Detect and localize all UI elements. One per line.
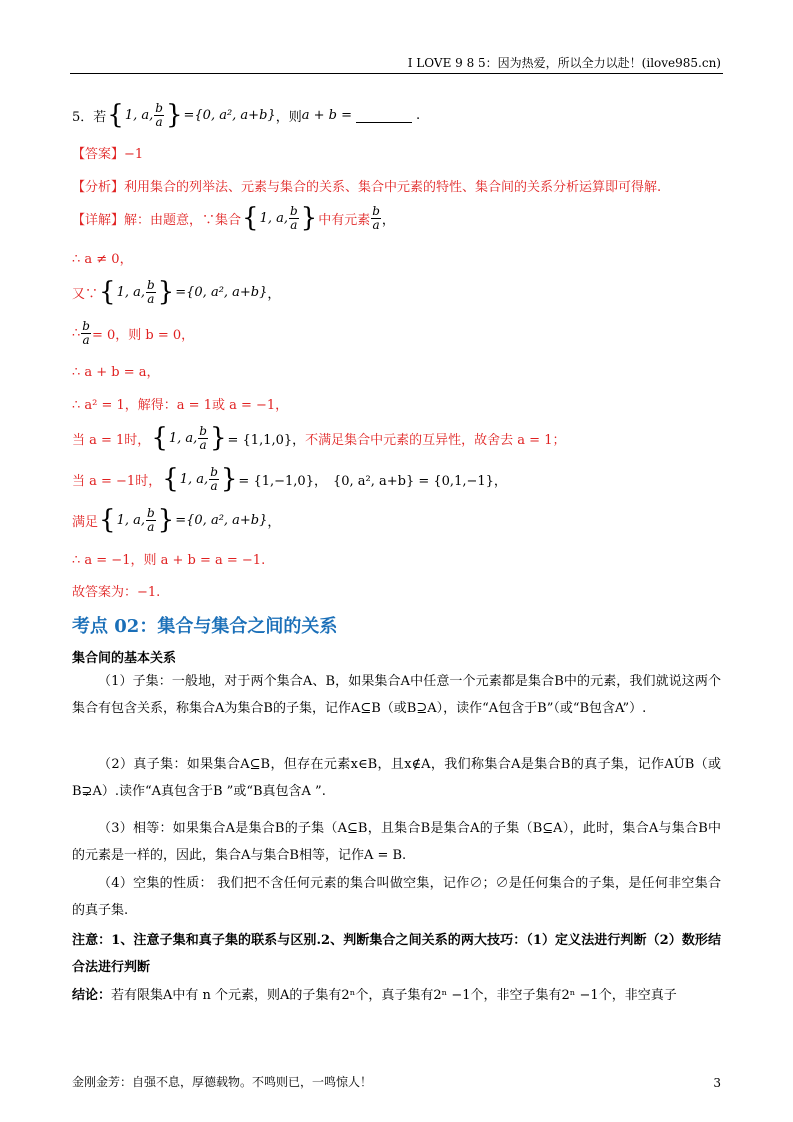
detail-mid: 中有元素 — [318, 212, 371, 228]
step-5: ∴ a² = 1，解得：a = 1或 a = −1， — [72, 397, 289, 413]
q5-set-right: { 0, a², a+b } — [194, 107, 276, 123]
note-paragraph: 注意：1、注意子集和真子集的联系与区别.2、判断集合之间关系的两大技巧：（1）定义法进行判断（2）数形结合法进行判断 — [72, 933, 721, 975]
question-5 — [72, 100, 721, 130]
q5-equals: = — [183, 107, 195, 123]
page-number: 3 — [713, 1076, 721, 1090]
final-answer: 故答案为：−1. — [72, 584, 161, 600]
step-2: 又∵ { 1, a, $\frac{b}{a}$ } = { 0, a², a+b } ， — [72, 277, 281, 307]
q5-period: . — [415, 107, 421, 123]
section-title: 考点 02：集合与集合之间的关系 — [72, 616, 338, 637]
brace-left: { — [107, 100, 124, 130]
step-3: ∴ $\frac{b}{a}$ = 0，则 b = 0， — [72, 318, 195, 347]
q5-fraction: $\frac{b}{a}$ — [155, 100, 163, 129]
detail-label: 【详解】解：由题意，∵集合 — [72, 212, 242, 228]
page-header: I LOVE 9 8 5：因为热爱，所以全力以赴！(ilove985.cn) — [407, 56, 721, 70]
answer-line: 【答案】−1 — [72, 146, 144, 162]
paragraph-proper-subset: （2）真子集：如果集合A⊆B，但存在元素x∈B，且x∉A，我们称集合A是集合B的真子集，记作AÚB（或B⊋A）.读作“A真包含于B ”或“B真包含A ”. — [72, 757, 721, 799]
q5-set-left: 1, a, — [124, 107, 154, 123]
paragraph-subset: （1）子集：一般地，对于两个集合A、B，如果集合A中任意一个元素都是集合B中的元素，我们就说这两个集合有包含关系，称集合A为集合B的子集，记作A⊆B（或B⊇A），读作“A包含于B”（或“B包含A”）. — [72, 674, 721, 716]
step-9: ∴ a = −1，则 a + b = a = −1. — [72, 552, 266, 568]
answer-blank — [356, 108, 412, 123]
conclusion-label: 结论： — [72, 988, 112, 1003]
step-4: ∴ a + b = a， — [72, 364, 160, 380]
step-8: 满足 { 1, a, $\frac{b}{a}$ } = { 0, a², a+b } ， — [72, 505, 281, 535]
page-footer: 金刚金芳：自强不息，厚德载物。不鸣则已，一鸣惊人！ — [72, 1075, 373, 1089]
step-6: 当 a = 1时， { 1, a, $\frac{b}{a}$ } = {1,1,0}， 不满足集合中元素的互异性，故舍去 a = 1； — [72, 423, 566, 453]
conclusion-paragraph — [72, 982, 721, 1009]
brace-right: } — [165, 100, 183, 130]
q5-expr: a + b = — [301, 107, 352, 123]
step-1: ∴ a ≠ 0， — [72, 251, 133, 267]
q5-then: ，则 — [275, 109, 302, 125]
detail-line: 【详解】解：由题意，∵集合 { 1, a, $\frac{b}{a}$ } 中有元素 $\frac{b}{a}$ ， — [72, 203, 395, 233]
paragraph-equality: （3）相等：如果集合A是集合B的子集（A⊆B，且集合B是集合A的子集（B⊆A），此时，集合A与集合B中的元素是一样的，因此，集合A与集合B相等，记作A = B. — [72, 821, 721, 863]
header-rule — [70, 73, 723, 74]
paragraph-empty-set: （4）空集的性质： 我们把不含任何元素的集合叫做空集，记作∅；∅是任何集合的子集，是任何非空集合的真子集. — [72, 876, 721, 918]
step-7: 当 a = −1时， { 1, a, $\frac{b}{a}$ } = {1,−1,0}， {0, a², a+b} = {0,1,−1}， — [72, 464, 507, 494]
basic-title: 集合间的基本关系 — [72, 650, 177, 666]
analysis-line: 【分析】利用集合的列举法、元素与集合的关系、集合中元素的特性、集合间的关系分析运算即可得解. — [72, 179, 662, 195]
q5-number: 5．若 — [72, 109, 107, 125]
conclusion-text: 若有限集A中有 n 个元素，则A的子集有2ⁿ个，真子集有2ⁿ −1个，非空子集有2ⁿ −1个，非空真子 — [111, 988, 677, 1003]
